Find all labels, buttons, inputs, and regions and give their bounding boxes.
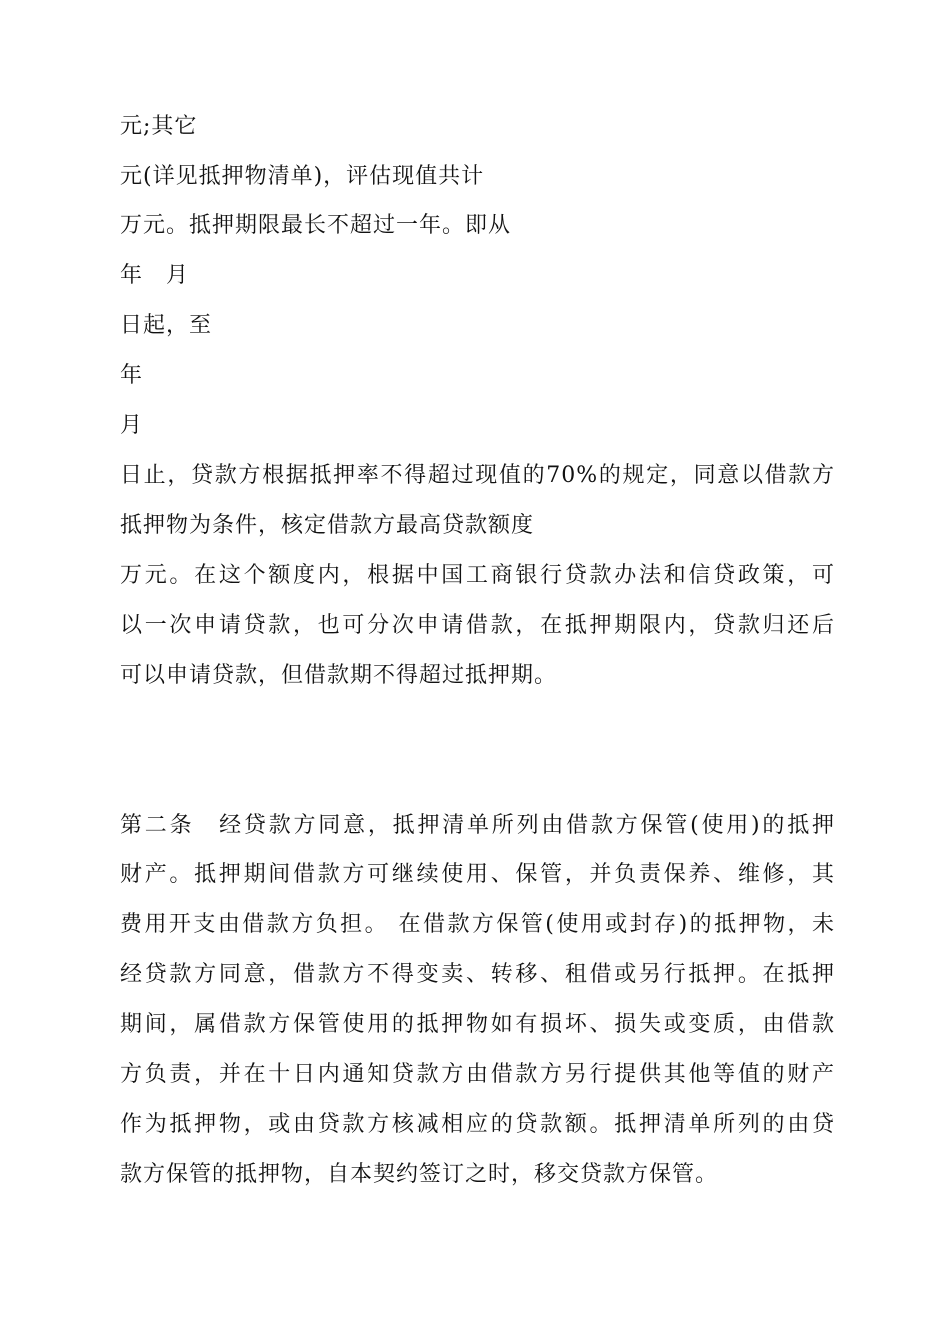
text-line: 月 (120, 413, 144, 438)
text-line: 元;其它 (120, 114, 198, 139)
text-line: 年 (120, 363, 144, 388)
text-line: 万元。抵押期限最长不超过一年。即从 (120, 213, 512, 238)
text-line: 万元。在这个额度内，根据中国工商银行贷款办法和信贷政策，可 (120, 563, 835, 588)
text-line: 费用开支由借款方负担。 在借款方保管(使用或封存)的抵押物，未 (120, 912, 835, 937)
text-line: 第二条 经贷款方同意，抵押清单所列由借款方保管(使用)的抵押 (120, 813, 835, 838)
text-line: 以一次申请贷款，也可分次申请借款，在抵押期限内，贷款归还后 (120, 613, 835, 638)
text-line: 作为抵押物，或由贷款方核减相应的贷款额。抵押清单所列的由贷 (120, 1112, 835, 1137)
text-line: 期间，属借款方保管使用的抵押物如有损坏、损失或变质，由借款 (120, 1012, 835, 1037)
text-line: 日起，至 (120, 313, 213, 338)
text-line: 元(详见抵押物清单)，评估现值共计 (120, 164, 485, 189)
text-line: 款方保管的抵押物，自本契约签订之时，移交贷款方保管。 (120, 1162, 719, 1187)
text-line: 日止，贷款方根据抵押率不得超过现值的70%的规定，同意以借款方 (120, 463, 835, 488)
text-line: 财产。抵押期间借款方可继续使用、保管，并负责保养、维修，其 (120, 862, 835, 887)
text-line: 抵押物为条件，核定借款方最高贷款额度 (120, 513, 535, 538)
text-line: 年 月 (120, 263, 190, 288)
text-line: 方负责，并在十日内通知贷款方由借款方另行提供其他等值的财产 (120, 1062, 835, 1087)
text-line: 可以申请贷款，但借款期不得超过抵押期。 (120, 663, 558, 688)
text-line: 经贷款方同意，借款方不得变卖、转移、租借或另行抵押。在抵押 (120, 962, 835, 987)
